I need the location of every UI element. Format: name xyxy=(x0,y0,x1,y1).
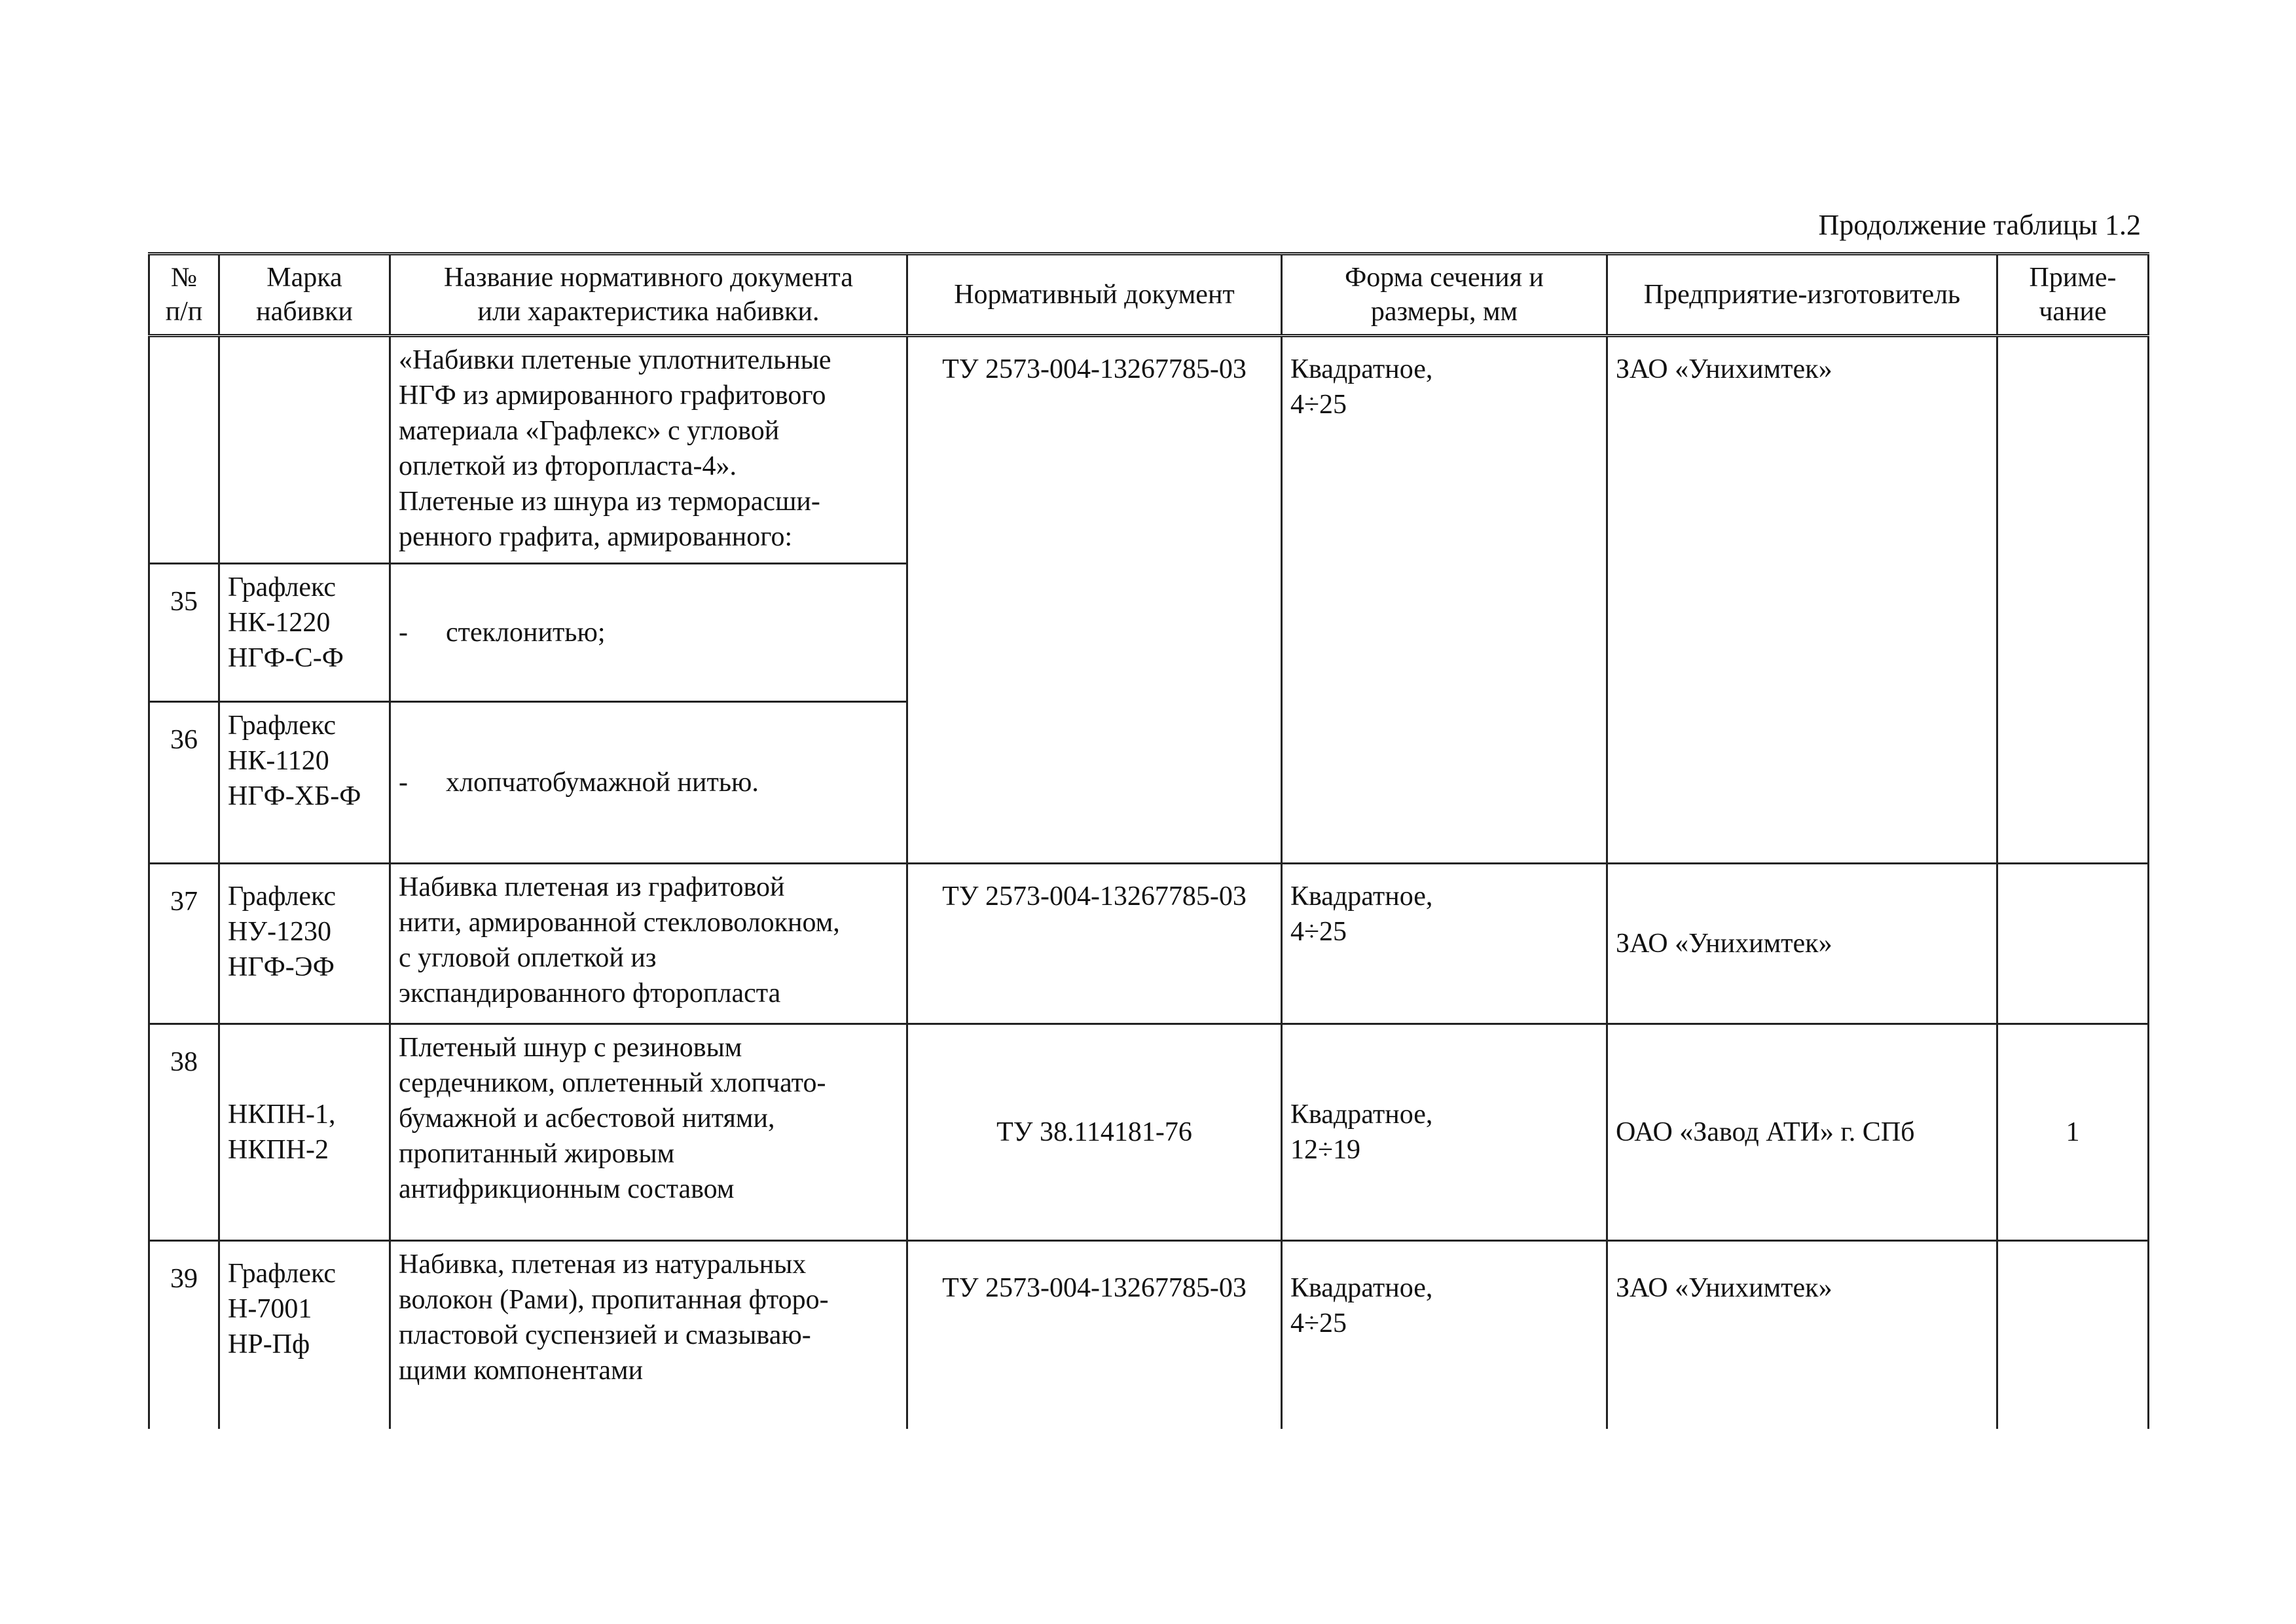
cell-maker: ЗАО «Унихимтек» xyxy=(1607,864,1997,1024)
table-header-row xyxy=(149,254,2149,336)
header-mark: Марка набивки xyxy=(219,254,390,336)
cell-doc: ТУ 2573-004-13267785-03 xyxy=(907,864,1282,1024)
cell-mark: Графлекс НК-1120 НГФ-ХБ-Ф xyxy=(219,702,390,864)
header-num: № п/п xyxy=(149,254,219,336)
cell-doc: ТУ 38.114181-76 xyxy=(907,1024,1282,1241)
cell-name: Набивка плетеная из графитовой нити, армированной стекловолокном, с угловой оплеткой из экспандированного фторопласта xyxy=(390,864,907,1024)
cell-num: 38 xyxy=(149,1024,219,1241)
cell-mark: Графлекс НУ-1230 НГФ-ЭФ xyxy=(219,864,390,1024)
cell-maker: ЗАО «Унихимтек» xyxy=(1607,1241,1997,1430)
table-row xyxy=(149,1024,2149,1241)
header-doc: Нормативный документ xyxy=(907,254,1282,336)
cell-name: Набивка, плетеная из натуральных волокон (Рами), пропитанная фторо- пластовой суспензией и смазываю- щими компонентами xyxy=(390,1241,907,1430)
packing-table xyxy=(148,252,2149,1429)
table-row xyxy=(149,864,2149,1024)
cell-num: 36 xyxy=(149,702,219,864)
cell-maker: ОАО «Завод АТИ» г. СПб xyxy=(1607,1024,1997,1241)
cell-mark-empty xyxy=(219,336,390,564)
cell-doc-group1: ТУ 2573-004-13267785-03 xyxy=(907,336,1282,864)
cell-shape: Квадратное, 12÷19 xyxy=(1282,1024,1607,1241)
cell-note: 1 xyxy=(1997,1024,2149,1241)
table-row-intro xyxy=(149,336,2149,564)
header-name: Название нормативного документа или характеристика набивки. xyxy=(390,254,907,336)
cell-mark: НКПН-1, НКПН-2 xyxy=(219,1024,390,1241)
cell-shape: Квадратное, 4÷25 xyxy=(1282,864,1607,1024)
cell-shape: Квадратное, 4÷25 xyxy=(1282,1241,1607,1430)
cell-shape-group1: Квадратное, 4÷25 xyxy=(1282,336,1607,864)
cell-name: - хлопчатобумажной нитью. xyxy=(390,702,907,864)
cell-name: Плетеный шнур с резиновым сердечником, оплетенный хлопчато- бумажной и асбестовой нитями, пропитанный жировым антифрикционным составом xyxy=(390,1024,907,1241)
cell-intro-text: «Набивки плетеные уплотнительные НГФ из армированного графитового материала «Графлекс» с угловой оплеткой из фторопласта-4». Плетеные из шнура из терморасши- ренного графита, армированного: xyxy=(390,336,907,564)
cell-num: 39 xyxy=(149,1241,219,1430)
cell-num-empty xyxy=(149,336,219,564)
table-row xyxy=(149,1241,2149,1430)
header-shape: Форма сечения и размеры, мм xyxy=(1282,254,1607,336)
cell-name: - стеклонитью; xyxy=(390,564,907,702)
cell-mark: Графлекс НК-1220 НГФ-С-Ф xyxy=(219,564,390,702)
cell-maker-group1: ЗАО «Унихимтек» xyxy=(1607,336,1997,864)
cell-note-group1 xyxy=(1997,336,2149,864)
cell-num: 37 xyxy=(149,864,219,1024)
cell-note xyxy=(1997,864,2149,1024)
cell-num: 35 xyxy=(149,564,219,702)
header-note: Приме- чание xyxy=(1997,254,2149,336)
table-caption: Продолжение таблицы 1.2 xyxy=(1818,209,2141,241)
cell-doc: ТУ 2573-004-13267785-03 xyxy=(907,1241,1282,1430)
cell-note xyxy=(1997,1241,2149,1430)
cell-mark: Графлекс Н-7001 НР-Пф xyxy=(219,1241,390,1430)
header-maker: Предприятие-изготовитель xyxy=(1607,254,1997,336)
